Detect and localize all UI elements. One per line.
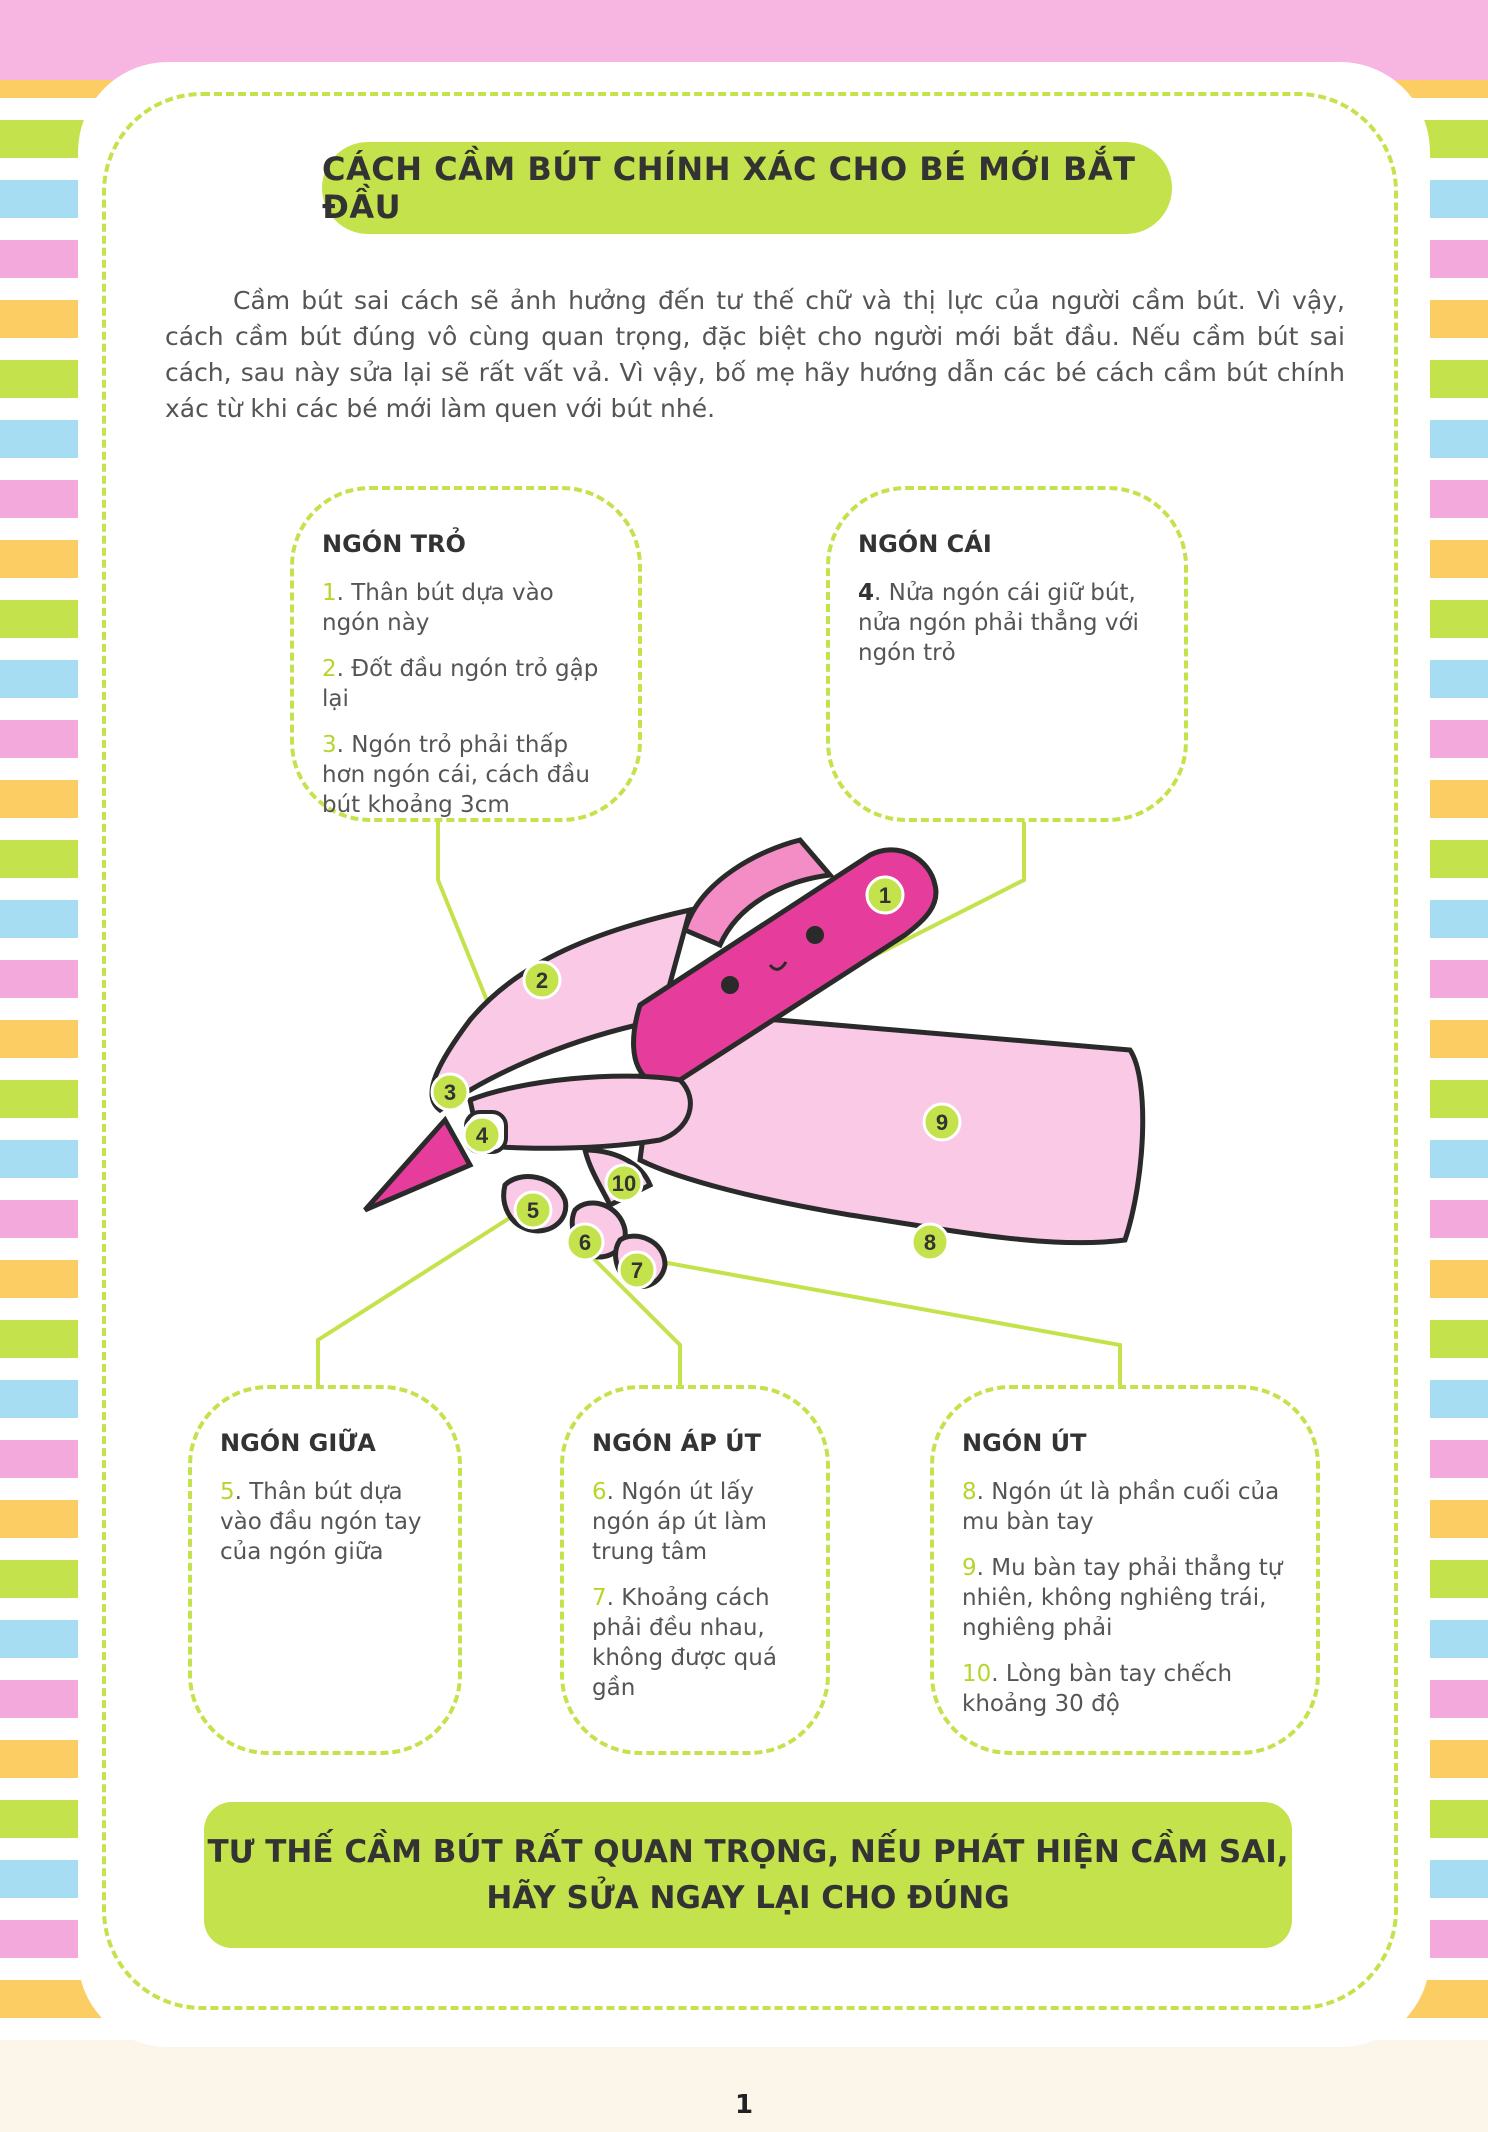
marker-label: 10: [611, 1171, 637, 1196]
connector-line: [318, 1205, 530, 1385]
box-ngon-ap-ut: [560, 1385, 830, 1755]
page-number: 1: [734, 2090, 754, 2120]
list-item: 10. Lòng bàn tay chếch khoảng 30 độ: [962, 1661, 1233, 1717]
list-item: 1. Thân bút dựa vào ngón này: [322, 580, 554, 636]
list-item: 3. Ngón trỏ phải thấp hơn ngón cái, cách đầu bút khoảng 3cm: [322, 732, 590, 818]
marker-label: 2: [535, 968, 549, 993]
box-ngon-giua: [188, 1385, 462, 1755]
marker-label: 6: [578, 1230, 592, 1255]
box-ngon-ut: [930, 1385, 1320, 1755]
box-ngon-tro: [290, 486, 642, 822]
list-item: 4. Nửa ngón cái giữ bút, nửa ngón phải thẳng với ngón trỏ: [858, 580, 1139, 666]
list-item: 9. Mu bàn tay phải thẳng tự nhiên, không nghiêng trái, nghiêng phải: [962, 1555, 1283, 1641]
warning-banner: [204, 1802, 1292, 1948]
box-heading: NGÓN ÚT: [962, 1429, 1087, 1457]
marker-label: 3: [443, 1080, 457, 1105]
box-heading: NGÓN CÁI: [858, 530, 992, 558]
marker-label: 7: [630, 1258, 644, 1283]
connector-line: [640, 1258, 1120, 1385]
box-heading: NGÓN TRỎ: [322, 530, 466, 558]
marker-label: 5: [526, 1198, 540, 1223]
marker-label: 8: [923, 1230, 937, 1255]
intro-paragraph: Cầm bút sai cách sẽ ảnh hưởng đến tư thế chữ và thị lực của người cầm bút. Vì vậy, cách cầm bút đúng vô cùng quan trọng, đặc biệt cho người mới bắt đầu. Nếu cầm bút sai cách, sau này sửa lại sẽ rất vất vả. Vì vậy, bố mẹ hãy hướng dẫn các bé cách cầm bút chính xác từ khi các bé mới làm quen với bút nhé.: [165, 286, 1345, 423]
list-item: 7. Khoảng cách phải đều nhau, không được quá gần: [592, 1585, 777, 1701]
list-item: 6. Ngón út lấy ngón áp út làm trung tâm: [592, 1479, 767, 1565]
list-item: 2. Đốt đầu ngón trỏ gập lại: [322, 656, 599, 712]
marker-label: 9: [935, 1110, 949, 1135]
box-heading: NGÓN ÁP ÚT: [592, 1429, 762, 1457]
pen-tip: [365, 1120, 470, 1210]
page-title: CÁCH CẦM BÚT CHÍNH XÁC CHO BÉ MỚI BẮT ĐẦU: [322, 142, 1172, 234]
warning-line-1: TƯ THẾ CẦM BÚT RẤT QUAN TRỌNG, NẾU PHÁT HIỆN CẦM SAI,: [207, 1834, 1289, 1870]
list-item: 8. Ngón út là phần cuối của mu bàn tay: [962, 1479, 1280, 1535]
box-heading: NGÓN GIỮA: [220, 1429, 376, 1457]
box-ngon-cai: [826, 486, 1188, 822]
list-item: 5. Thân bút dựa vào đầu ngón tay của ngón giữa: [220, 1479, 422, 1565]
warning-line-2: HÃY SỬA NGAY LẠI CHO ĐÚNG: [486, 1880, 1010, 1916]
marker-label: 4: [475, 1123, 489, 1148]
pen-eye: [806, 926, 824, 944]
marker-label: 1: [878, 883, 892, 908]
pen-eye: [721, 976, 739, 994]
